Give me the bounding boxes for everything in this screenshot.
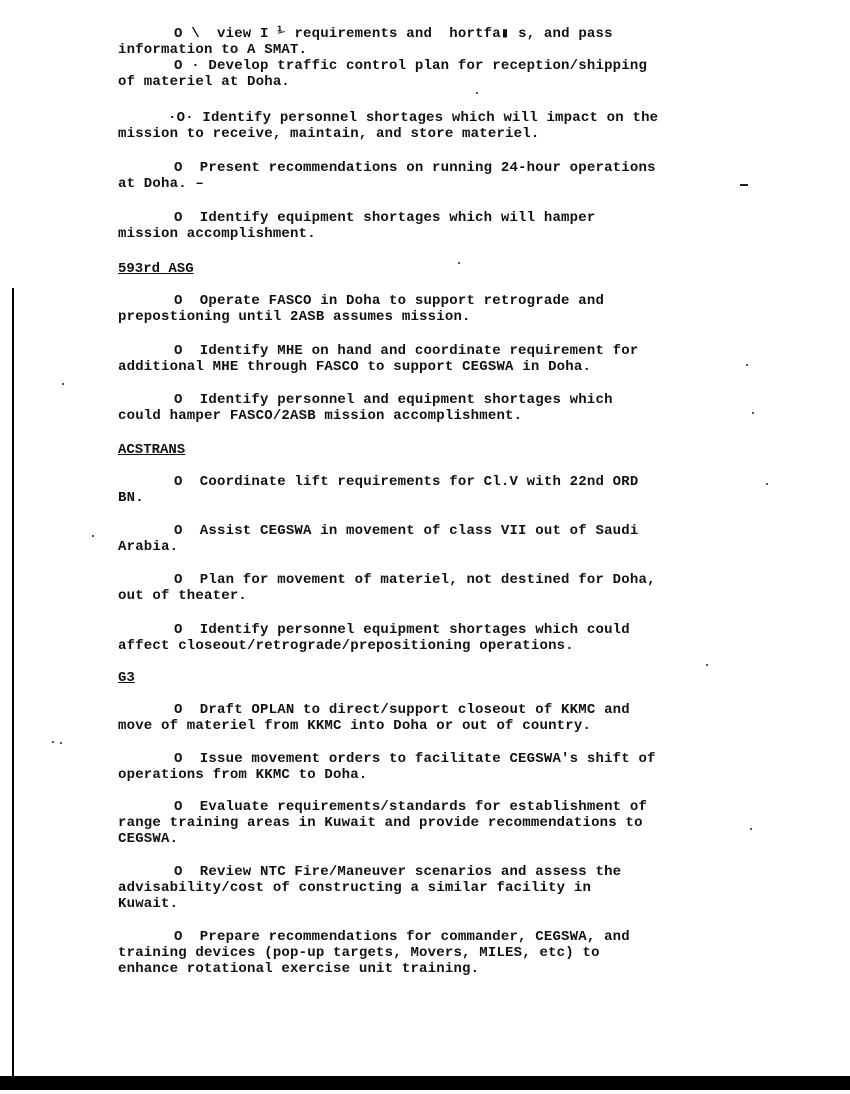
scan-speck [92,535,94,537]
top-item-4: O Present recommendations on running 24-hour operations at Doha. – [118,160,656,192]
acstrans-item-2: O Assist CEGSWA in movement of class VII out of Saudi Arabia. [118,523,639,555]
g3-item-2: O Issue movement orders to facilitate CEGSWA's shift of operations from KKMC to Doha. [118,751,656,783]
top-item-1: O \ view I ⅟ requirements and hortfa▮ s, and pass information to A SMAT. [118,26,613,58]
scan-speck [746,364,748,366]
section-heading-g3: G3 [118,670,135,686]
top-item-2: O · Develop traffic control plan for reception/shipping of materiel at Doha. [118,58,648,90]
scan-speck [458,262,460,264]
scan-speck [706,664,708,666]
g3-item-1: O Draft OPLAN to direct/support closeout of KKMC and move of materiel from KKMC into Doha or out of country. [118,702,630,734]
asg-item-1: O Operate FASCO in Doha to support retrograde and prepostioning until 2ASB assumes mission. [118,293,605,325]
scan-mark [740,184,748,186]
scan-speck [766,483,768,485]
top-item-5: O Identify equipment shortages which will hamper mission accomplishment. [118,210,596,242]
asg-item-2: O Identify MHE on hand and coordinate requirement for additional MHE through FASCO to support CEGSWA in Doha. [118,343,639,375]
g3-item-4: O Review NTC Fire/Maneuver scenarios and assess the advisability/cost of constructing a similar facility in Kuwait. [118,864,622,912]
g3-item-3: O Evaluate requirements/standards for establishment of range training areas in Kuwait and provide recommendations to CEGSWA. [118,799,648,847]
scan-speck [750,828,752,830]
scan-speck [52,741,54,743]
scan-speck [62,383,64,385]
acstrans-item-4: O Identify personnel equipment shortages which could affect closeout/retrograde/prepositioning operations. [118,622,630,654]
g3-item-5: O Prepare recommendations for commander, CEGSWA, and training devices (pop-up targets, Movers, MILES, etc) to enhance rotational exercise unit training. [118,929,630,977]
scan-edge-rule [12,288,14,1078]
scan-speck [60,742,62,744]
acstrans-item-1: O Coordinate lift requirements for Cl.V with 22nd ORD BN. [118,474,639,506]
scan-speck [476,92,478,94]
scan-speck [752,412,754,414]
asg-item-3: O Identify personnel and equipment shortages which could hamper FASCO/2ASB mission accomplishment. [118,392,613,424]
section-heading-acstrans: ACSTRANS [118,442,186,458]
section-heading-593rd-asg: 593rd ASG [118,261,194,277]
acstrans-item-3: O Plan for movement of materiel, not destined for Doha, out of theater. [118,572,656,604]
top-item-3: ·O· Identify personnel shortages which will impact on the mission to receive, maintain, and store materiel. [118,110,659,142]
scan-bottom-bar [0,1076,850,1090]
